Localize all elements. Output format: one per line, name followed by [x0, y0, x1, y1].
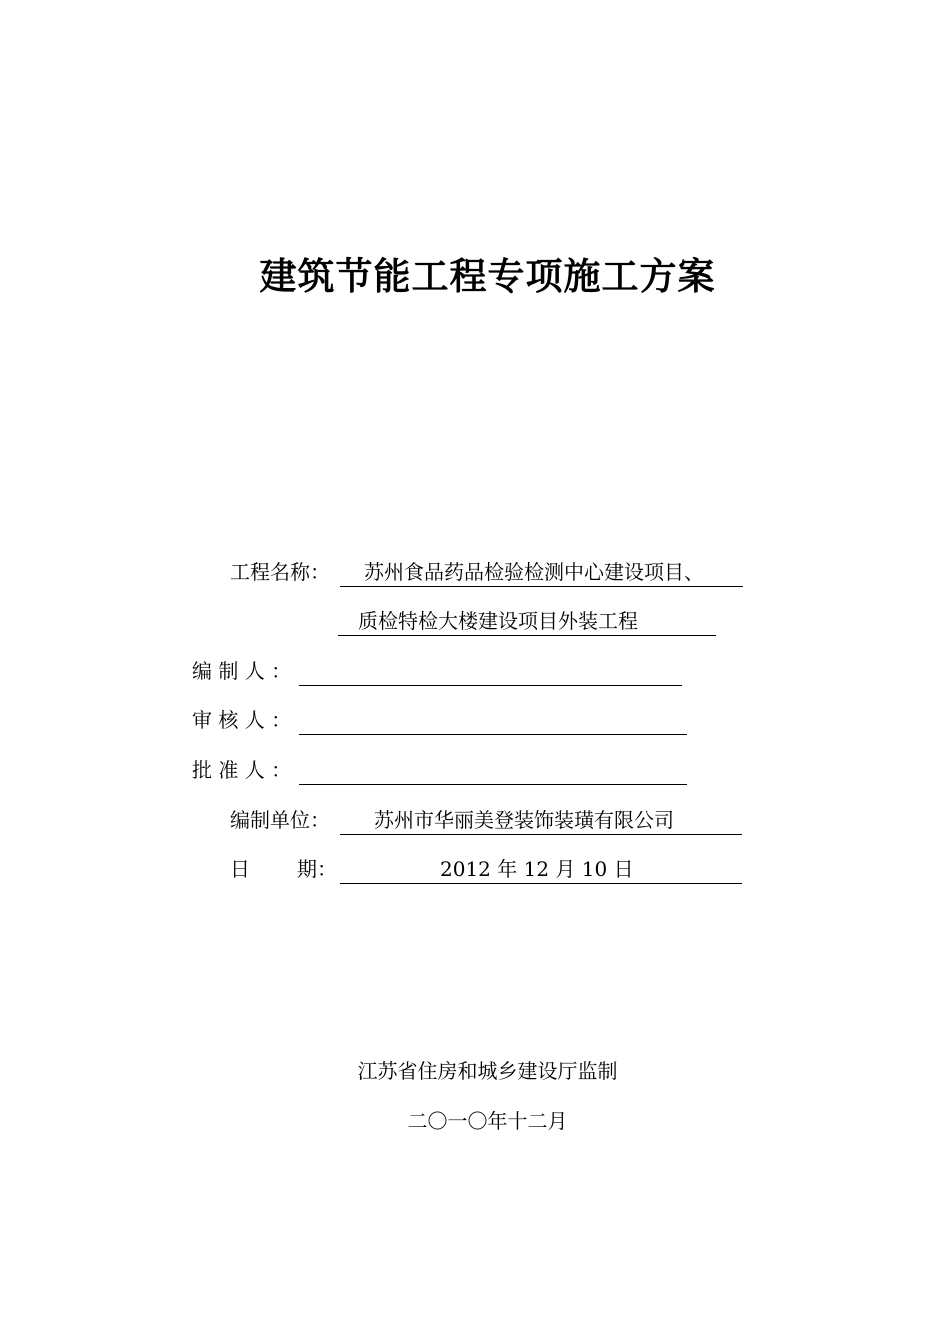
project-name-value-1: 苏州食品药品检验检测中心建设项目、 [364, 560, 704, 584]
unit-value: 苏州市华丽美登装饰装璜有限公司 [374, 808, 674, 832]
project-name-value-2: 质检特检大楼建设项目外装工程 [358, 609, 638, 633]
project-name-line-2[interactable] [338, 607, 716, 636]
reviewer-row [0, 706, 950, 736]
footer-issuer: 江苏省住房和城乡建设厅监制 [357, 1059, 618, 1083]
project-name-row-2 [0, 607, 950, 637]
footer-issue-date: 二〇一〇年十二月 [407, 1109, 568, 1133]
reviewer-field[interactable] [299, 706, 687, 735]
project-name-row [0, 558, 950, 588]
project-name-line-1[interactable] [340, 558, 743, 587]
project-name-label: 工程名称： [230, 560, 330, 584]
unit-field[interactable] [340, 806, 742, 835]
reviewer-label: 审 核 人 ： [192, 708, 292, 732]
compiler-label: 编 制 人 ： [192, 659, 292, 683]
unit-row [0, 806, 950, 836]
approver-label: 批 准 人 ： [192, 758, 292, 782]
unit-label: 编制单位： [230, 808, 330, 832]
approver-field[interactable] [299, 756, 687, 785]
date-field[interactable] [340, 855, 742, 884]
document-title: 建筑节能工程专项施工方案 [259, 255, 716, 298]
date-label-right: 期： [297, 857, 337, 881]
date-value: 2012 年 12 月 10 日 [440, 857, 634, 881]
approver-row [0, 756, 950, 786]
compiler-field[interactable] [299, 657, 682, 686]
date-label-left: 日 [230, 857, 250, 881]
date-row [0, 855, 950, 885]
compiler-row [0, 657, 950, 687]
